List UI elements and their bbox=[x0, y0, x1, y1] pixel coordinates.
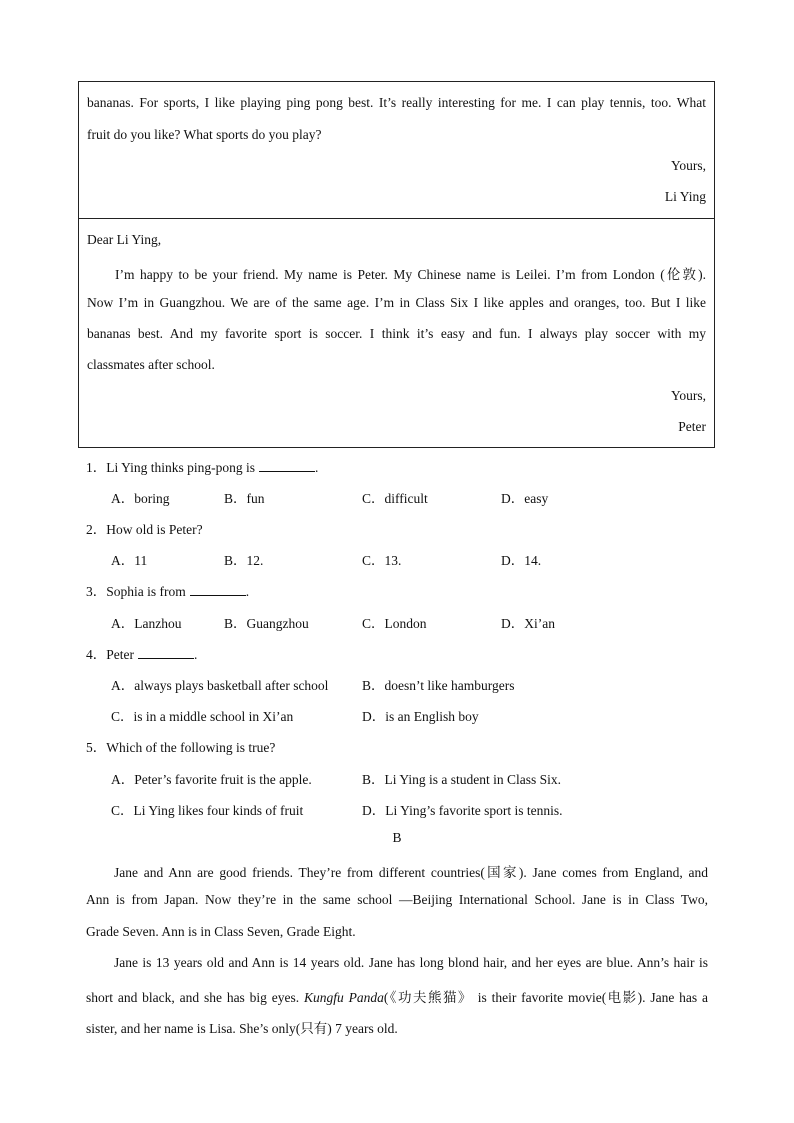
letter1-signature: Li Ying bbox=[664, 189, 706, 204]
letter2-line: I’m happy to be your friend. My name is Peter. My Chinese name is Leilei. I’m from London (伦敦). bbox=[115, 267, 706, 282]
letter2-greeting: Dear Li Ying, bbox=[87, 232, 162, 247]
answer-blank bbox=[138, 647, 194, 659]
letter-li-ying-cell bbox=[79, 82, 714, 218]
option: B．fun bbox=[224, 491, 265, 506]
option: C．13. bbox=[362, 553, 402, 568]
letter-peter-cell bbox=[79, 218, 714, 447]
option: A．Peter’s favorite fruit is the apple. bbox=[111, 772, 312, 787]
letter1-line: bananas. For sports, I like playing ping pong best. It’s really interesting for me. I can play tennis, too. What bbox=[87, 95, 706, 110]
answer-blank bbox=[190, 584, 246, 596]
option: D．is an English boy bbox=[362, 709, 479, 724]
question-stem: 2．How old is Peter? bbox=[86, 522, 203, 537]
letter2-line: bananas best. And my favorite sport is soccer. I think it’s easy and fun. I always play soccer with my bbox=[87, 326, 706, 341]
movie-title: Kungfu Panda bbox=[303, 990, 384, 1005]
option: A．11 bbox=[111, 553, 148, 568]
letter2-signature: Peter bbox=[678, 419, 706, 434]
option: A．always plays basketball after school bbox=[111, 678, 329, 693]
option: D．easy bbox=[501, 491, 549, 506]
option: D．Li Ying’s favorite sport is tennis. bbox=[362, 803, 563, 818]
option: B．Li Ying is a student in Class Six. bbox=[362, 772, 562, 787]
option: C．difficult bbox=[362, 491, 428, 506]
section-label: B bbox=[392, 830, 402, 845]
letter2-line: classmates after school. bbox=[87, 357, 215, 372]
option: C．London bbox=[362, 616, 427, 631]
letters-table bbox=[78, 81, 715, 448]
passage-line: Ann is from Japan. Now they’re in the same school —Beijing International School. Jane is in Class Two, bbox=[86, 892, 708, 907]
passage-line: short and black, and she has big eyes. Kungfu Panda(《功夫熊猫》 is their favorite movie(电影). Jane has a bbox=[86, 990, 709, 1005]
question-stem: 5．Which of the following is true? bbox=[86, 740, 276, 755]
option: C．Li Ying likes four kinds of fruit bbox=[111, 803, 304, 818]
option: D．Xi’an bbox=[501, 616, 555, 631]
passage-line: Jane and Ann are good friends. They’re from different countries(国家). Jane comes from England, and bbox=[114, 865, 708, 880]
option: A．Lanzhou bbox=[111, 616, 182, 631]
option: C．is in a middle school in Xi’an bbox=[111, 709, 294, 724]
answer-blank bbox=[259, 460, 315, 472]
letter1-closing: Yours, bbox=[670, 158, 706, 173]
question-stem: 4．Peter . bbox=[86, 647, 198, 662]
option: B．doesn’t like hamburgers bbox=[362, 678, 515, 693]
question-stem: 1．Li Ying thinks ping-pong is . bbox=[86, 460, 319, 475]
passage-line: Grade Seven. Ann is in Class Seven, Grade Eight. bbox=[86, 924, 356, 939]
option: B．12. bbox=[224, 553, 264, 568]
letter2-closing: Yours, bbox=[670, 388, 706, 403]
option: B．Guangzhou bbox=[224, 616, 309, 631]
letter1-line: fruit do you like? What sports do you play? bbox=[87, 127, 322, 142]
letter2-line: Now I’m in Guangzhou. We are of the same age. I’m in Class Six I like apples and oranges, too. But I like bbox=[87, 295, 706, 310]
passage-line: sister, and her name is Lisa. She’s only(只有) 7 years old. bbox=[86, 1021, 398, 1036]
option: A．boring bbox=[111, 491, 170, 506]
passage-line: Jane is 13 years old and Ann is 14 years old. Jane has long blond hair, and her eyes are blue. Ann’s hair is bbox=[114, 955, 708, 970]
question-stem: 3．Sophia is from . bbox=[86, 584, 250, 599]
option: D．14. bbox=[501, 553, 542, 568]
